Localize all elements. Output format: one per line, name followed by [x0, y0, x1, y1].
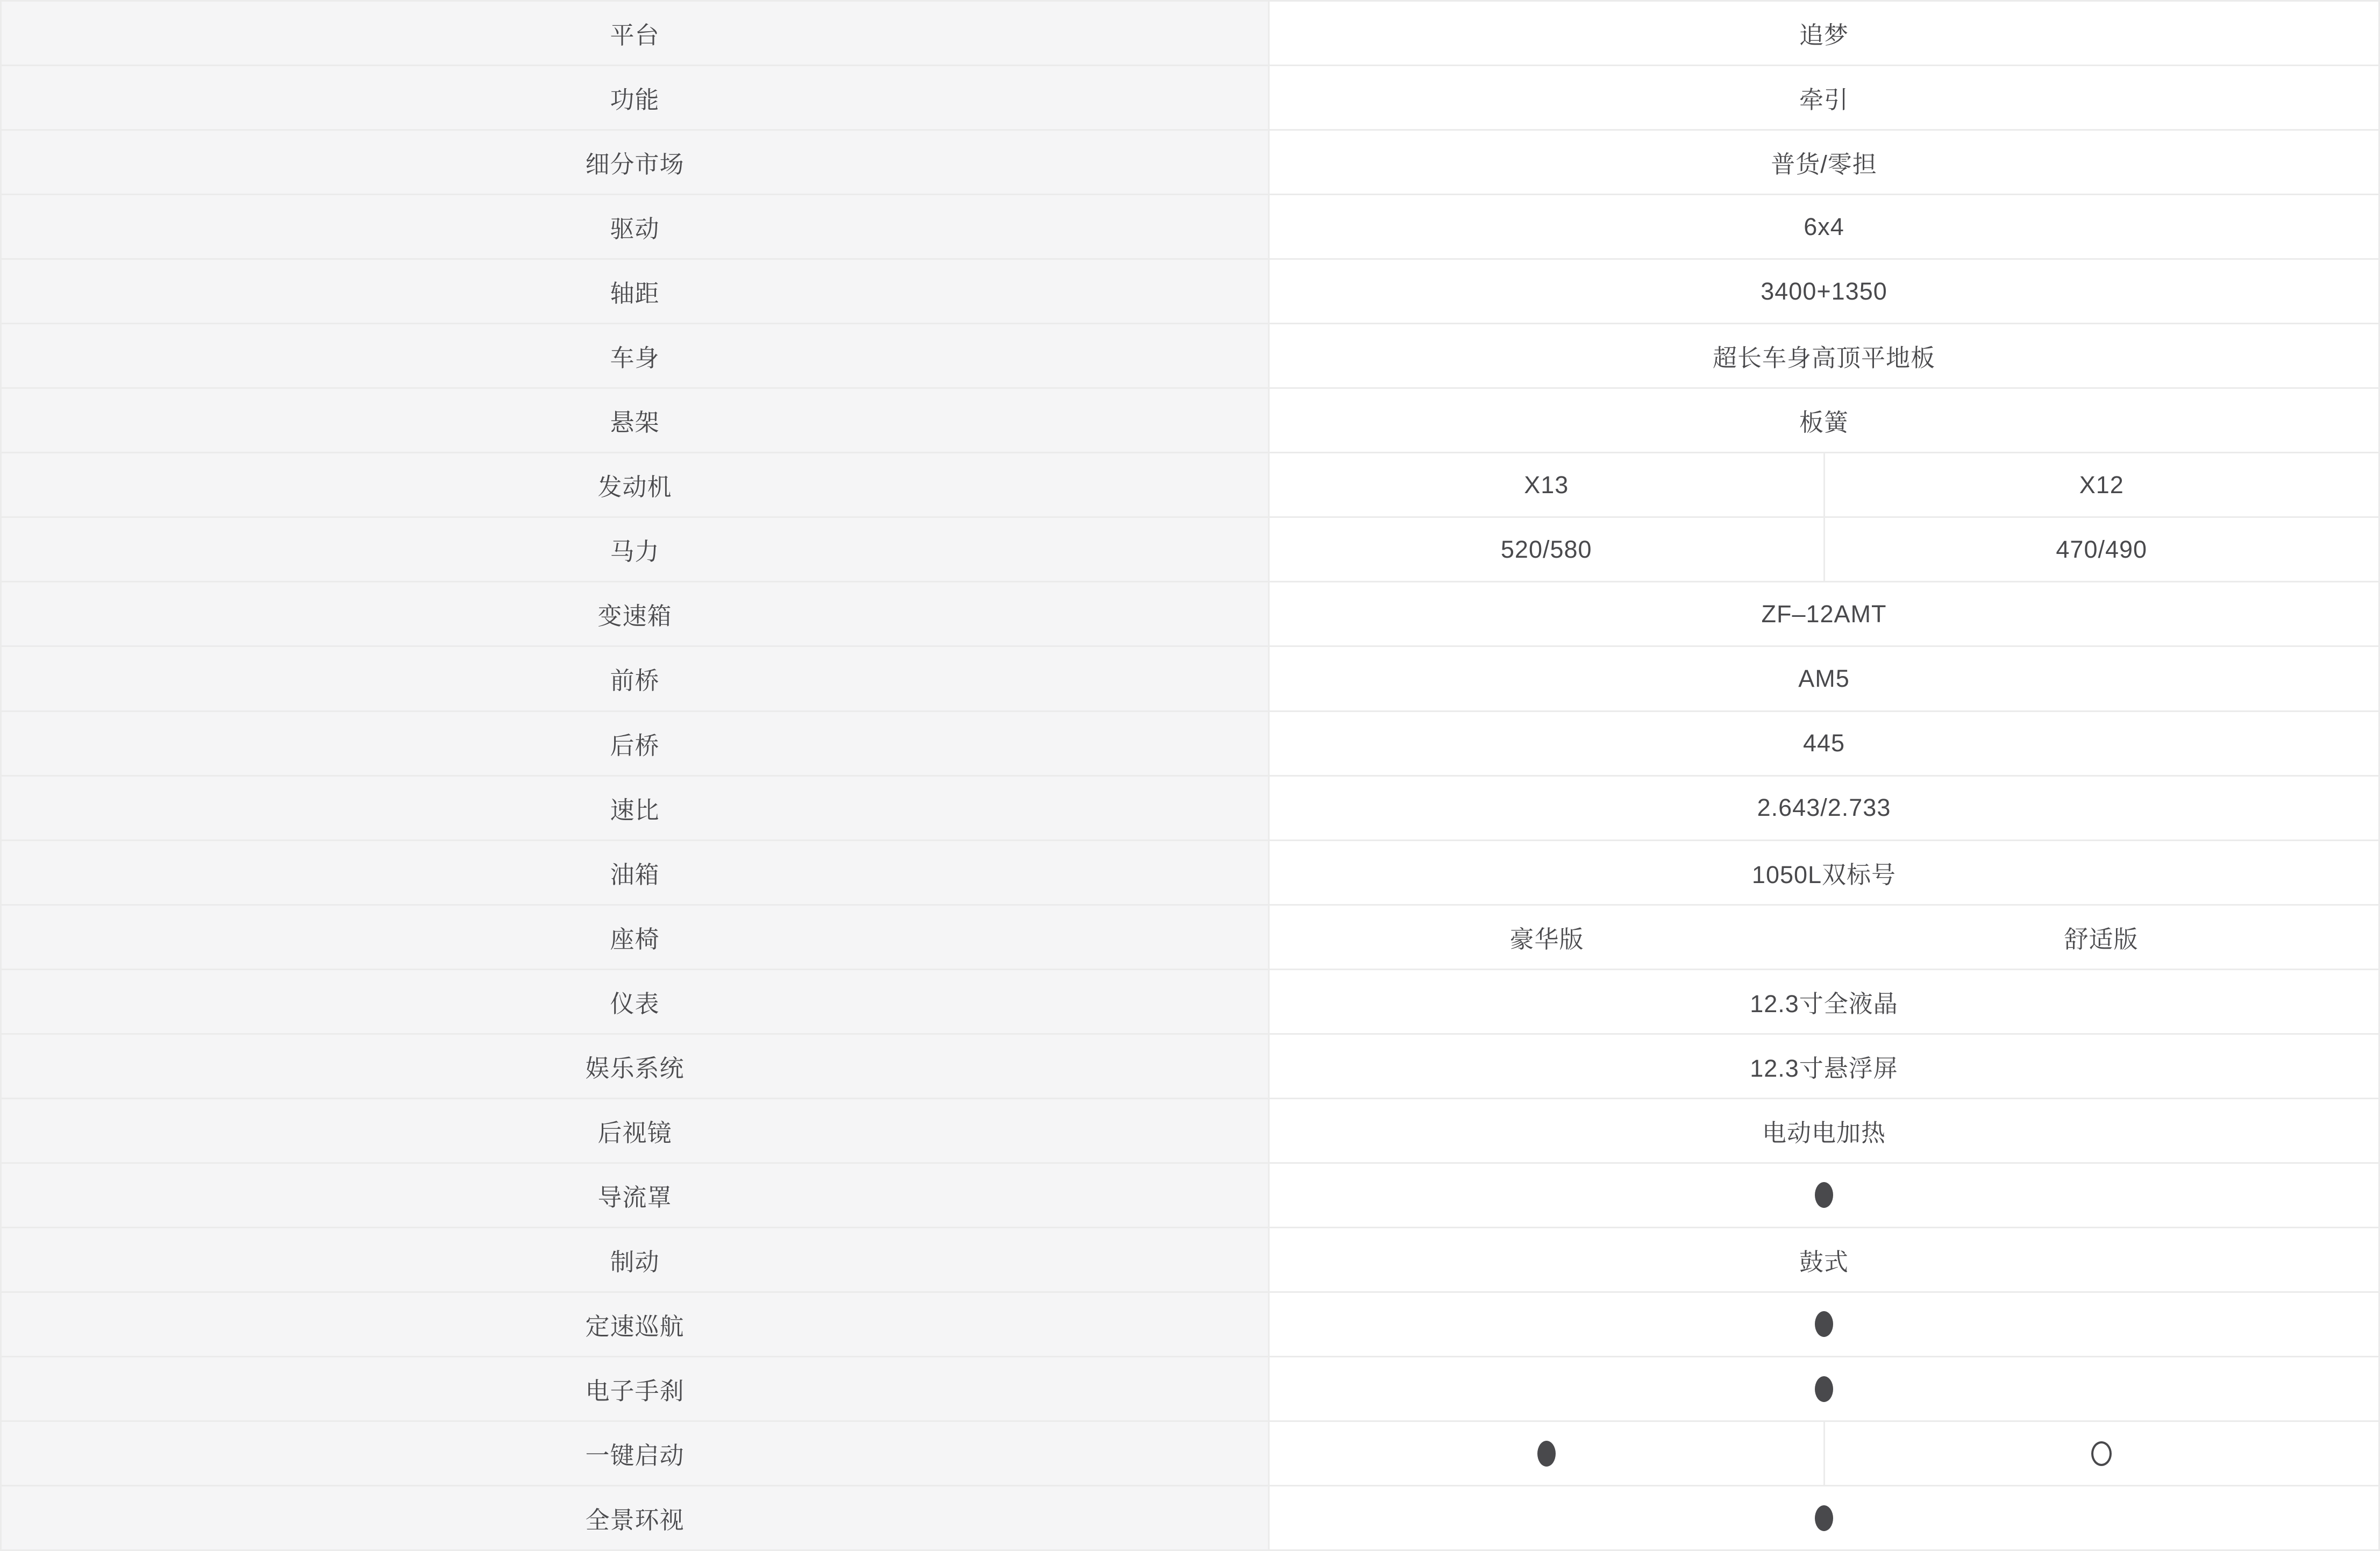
value-area — [1270, 518, 2378, 581]
filled-dot-icon — [1815, 1505, 1833, 1531]
table-row — [2, 387, 2378, 452]
spec-value: AM5 — [1798, 664, 1850, 692]
value-area — [1270, 582, 2378, 645]
filled-dot-icon — [1537, 1441, 1556, 1467]
table-row — [2, 645, 2378, 710]
value-area — [1270, 1228, 2378, 1291]
table-row — [2, 1162, 2378, 1227]
spec-value — [1270, 1422, 1823, 1485]
value-area — [1270, 260, 2378, 323]
table-row — [2, 1291, 2378, 1356]
spec-value: 鼓式 — [1799, 1248, 1849, 1276]
spec-label: 后视镜 — [2, 1099, 1270, 1162]
filled-dot-icon — [1815, 1182, 1833, 1208]
spec-label: 驱动 — [2, 195, 1270, 258]
spec-value: 舒适版 — [2064, 925, 2139, 953]
spec-label: 马力 — [2, 518, 1270, 581]
spec-value — [1823, 1422, 2379, 1485]
value-area — [1270, 841, 2378, 904]
spec-label: 轴距 — [2, 260, 1270, 323]
value-area — [1270, 131, 2378, 194]
table-row — [2, 1033, 2378, 1098]
value-area — [1270, 777, 2378, 839]
outline-circle-icon — [2091, 1441, 2112, 1466]
spec-value: 板簧 — [1799, 409, 1849, 437]
spec-label: 后桥 — [2, 712, 1270, 775]
table-row — [2, 839, 2378, 904]
spec-value: X13 — [1524, 471, 1569, 499]
table-row — [2, 516, 2378, 581]
spec-value: 2.643/2.733 — [1757, 794, 1891, 822]
value-area — [1270, 1293, 2378, 1356]
spec-value: 3400+1350 — [1761, 277, 1887, 305]
spec-label: 悬架 — [2, 389, 1270, 452]
spec-label: 车身 — [2, 324, 1270, 387]
value-area — [1270, 1099, 2378, 1162]
spec-value: 超长车身高顶平地板 — [1712, 344, 1935, 372]
spec-value — [1270, 1357, 2378, 1420]
table-row — [2, 710, 2378, 775]
value-area — [1270, 1164, 2378, 1227]
table-row — [2, 65, 2378, 129]
table-row — [2, 1485, 2378, 1549]
spec-label: 全景环视 — [2, 1486, 1270, 1549]
spec-label: 一键启动 — [2, 1422, 1270, 1485]
spec-label: 娱乐系统 — [2, 1035, 1270, 1098]
spec-value: 12.3寸全液晶 — [1750, 990, 1898, 1018]
spec-value: 470/490 — [1823, 518, 2379, 581]
table-row — [2, 969, 2378, 1033]
spec-label: 导流罩 — [2, 1164, 1270, 1227]
spec-value: 豪华版 — [1509, 925, 1584, 953]
spec-label: 速比 — [2, 777, 1270, 839]
table-row — [2, 1420, 2378, 1485]
filled-dot-icon — [1815, 1311, 1833, 1337]
spec-value: 追梦 — [1799, 22, 1849, 49]
spec-value: X12 — [1823, 453, 2379, 516]
table-row — [2, 323, 2378, 387]
table-row — [2, 258, 2378, 323]
spec-value — [1270, 1486, 2378, 1549]
value-area — [1270, 970, 2378, 1033]
spec-label: 制动 — [2, 1228, 1270, 1291]
spec-label: 定速巡航 — [2, 1293, 1270, 1356]
value-area — [1270, 1422, 2378, 1485]
value-area — [1270, 2, 2378, 65]
table-row — [2, 452, 2378, 516]
table-row — [2, 194, 2378, 258]
spec-value: 520/580 — [1500, 535, 1592, 563]
value-area — [1270, 324, 2378, 387]
table-row — [2, 775, 2378, 839]
spec-label: 油箱 — [2, 841, 1270, 904]
spec-label: 细分市场 — [2, 131, 1270, 194]
value-area — [1270, 389, 2378, 452]
table-row — [2, 129, 2378, 194]
filled-dot-icon — [1815, 1376, 1833, 1402]
value-area — [1270, 66, 2378, 129]
spec-label: 平台 — [2, 2, 1270, 65]
value-area — [1270, 195, 2378, 258]
table-row — [2, 1098, 2378, 1162]
spec-value — [1270, 1293, 2378, 1356]
spec-label: 仪表 — [2, 970, 1270, 1033]
spec-label: 前桥 — [2, 647, 1270, 710]
spec-label: 功能 — [2, 66, 1270, 129]
spec-value: 1050L双标号 — [1751, 860, 1897, 888]
spec-value: 12.3寸悬浮屏 — [1750, 1054, 1898, 1082]
value-area — [1270, 906, 2378, 969]
value-area — [1270, 647, 2378, 710]
spec-value: 普货/零担 — [1771, 151, 1877, 179]
table-row — [2, 2, 2378, 65]
spec-value: 牵引 — [1799, 86, 1849, 114]
value-area — [1270, 453, 2378, 516]
spec-value: ZF–12AMT — [1761, 600, 1887, 628]
value-area — [1270, 1035, 2378, 1098]
spec-label: 座椅 — [2, 906, 1270, 969]
spec-value — [1270, 1164, 2378, 1227]
spec-value: 6x4 — [1804, 212, 1844, 240]
spec-value: 445 — [1802, 729, 1845, 757]
table-row — [2, 581, 2378, 645]
spec-label: 发动机 — [2, 453, 1270, 516]
spec-label: 电子手刹 — [2, 1357, 1270, 1420]
value-area — [1270, 1486, 2378, 1549]
table-row — [2, 1356, 2378, 1420]
spec-label: 变速箱 — [2, 582, 1270, 645]
value-area — [1270, 712, 2378, 775]
table-row — [2, 904, 2378, 969]
table-row — [2, 1227, 2378, 1291]
value-area — [1270, 1357, 2378, 1420]
spec-value: 电动电加热 — [1762, 1119, 1886, 1147]
